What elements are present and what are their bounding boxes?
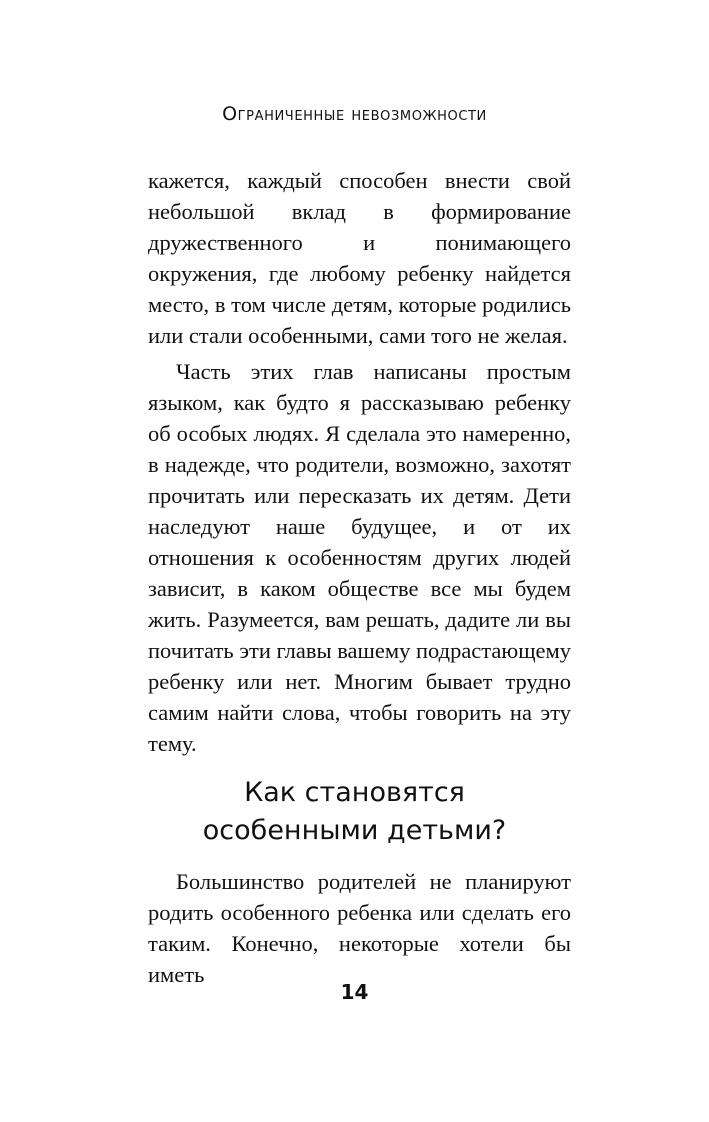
section-heading-line-2: особенными детьми? — [202, 815, 507, 846]
running-header: Ограниченные невозможности — [222, 103, 487, 125]
paragraph-3: Большинство родителей не планируют родить особенного ребенка или сделать его таким. Конечно, некоторые хотели бы иметь — [148, 869, 571, 987]
text-block-continuation — [148, 165, 571, 351]
page-number: 14 — [340, 980, 369, 1004]
text-block-main — [148, 356, 571, 759]
paragraph-1: кажется, каждый способен внести свой небольшой вклад в формирование дружественного и понимающего окружения, где любому ребенку найдется место, в том числе детям, которые родились или стали особенными, сами того не желая. — [148, 168, 571, 348]
paragraph-2: Часть этих глав написаны простым языком, как будто я рассказываю ребенку об особых людях. Я сделала это намеренно, в надежде, что родители, возможно, захотят прочитать или пересказать их детям. Дети наследуют наше будущее, и от их отношения к особенностям других людей зависит, в каком обществе все мы будем жить. Разумеется, вам решать, дадите ли вы почитать эти главы вашему подрастающему ребенку или нет. Многим бывает трудно самим найти слова, чтобы говорить на эту тему. — [148, 359, 571, 756]
section-heading — [0, 774, 709, 850]
text-block-section — [148, 866, 571, 990]
section-heading-line-1: Как становятся — [244, 777, 465, 808]
